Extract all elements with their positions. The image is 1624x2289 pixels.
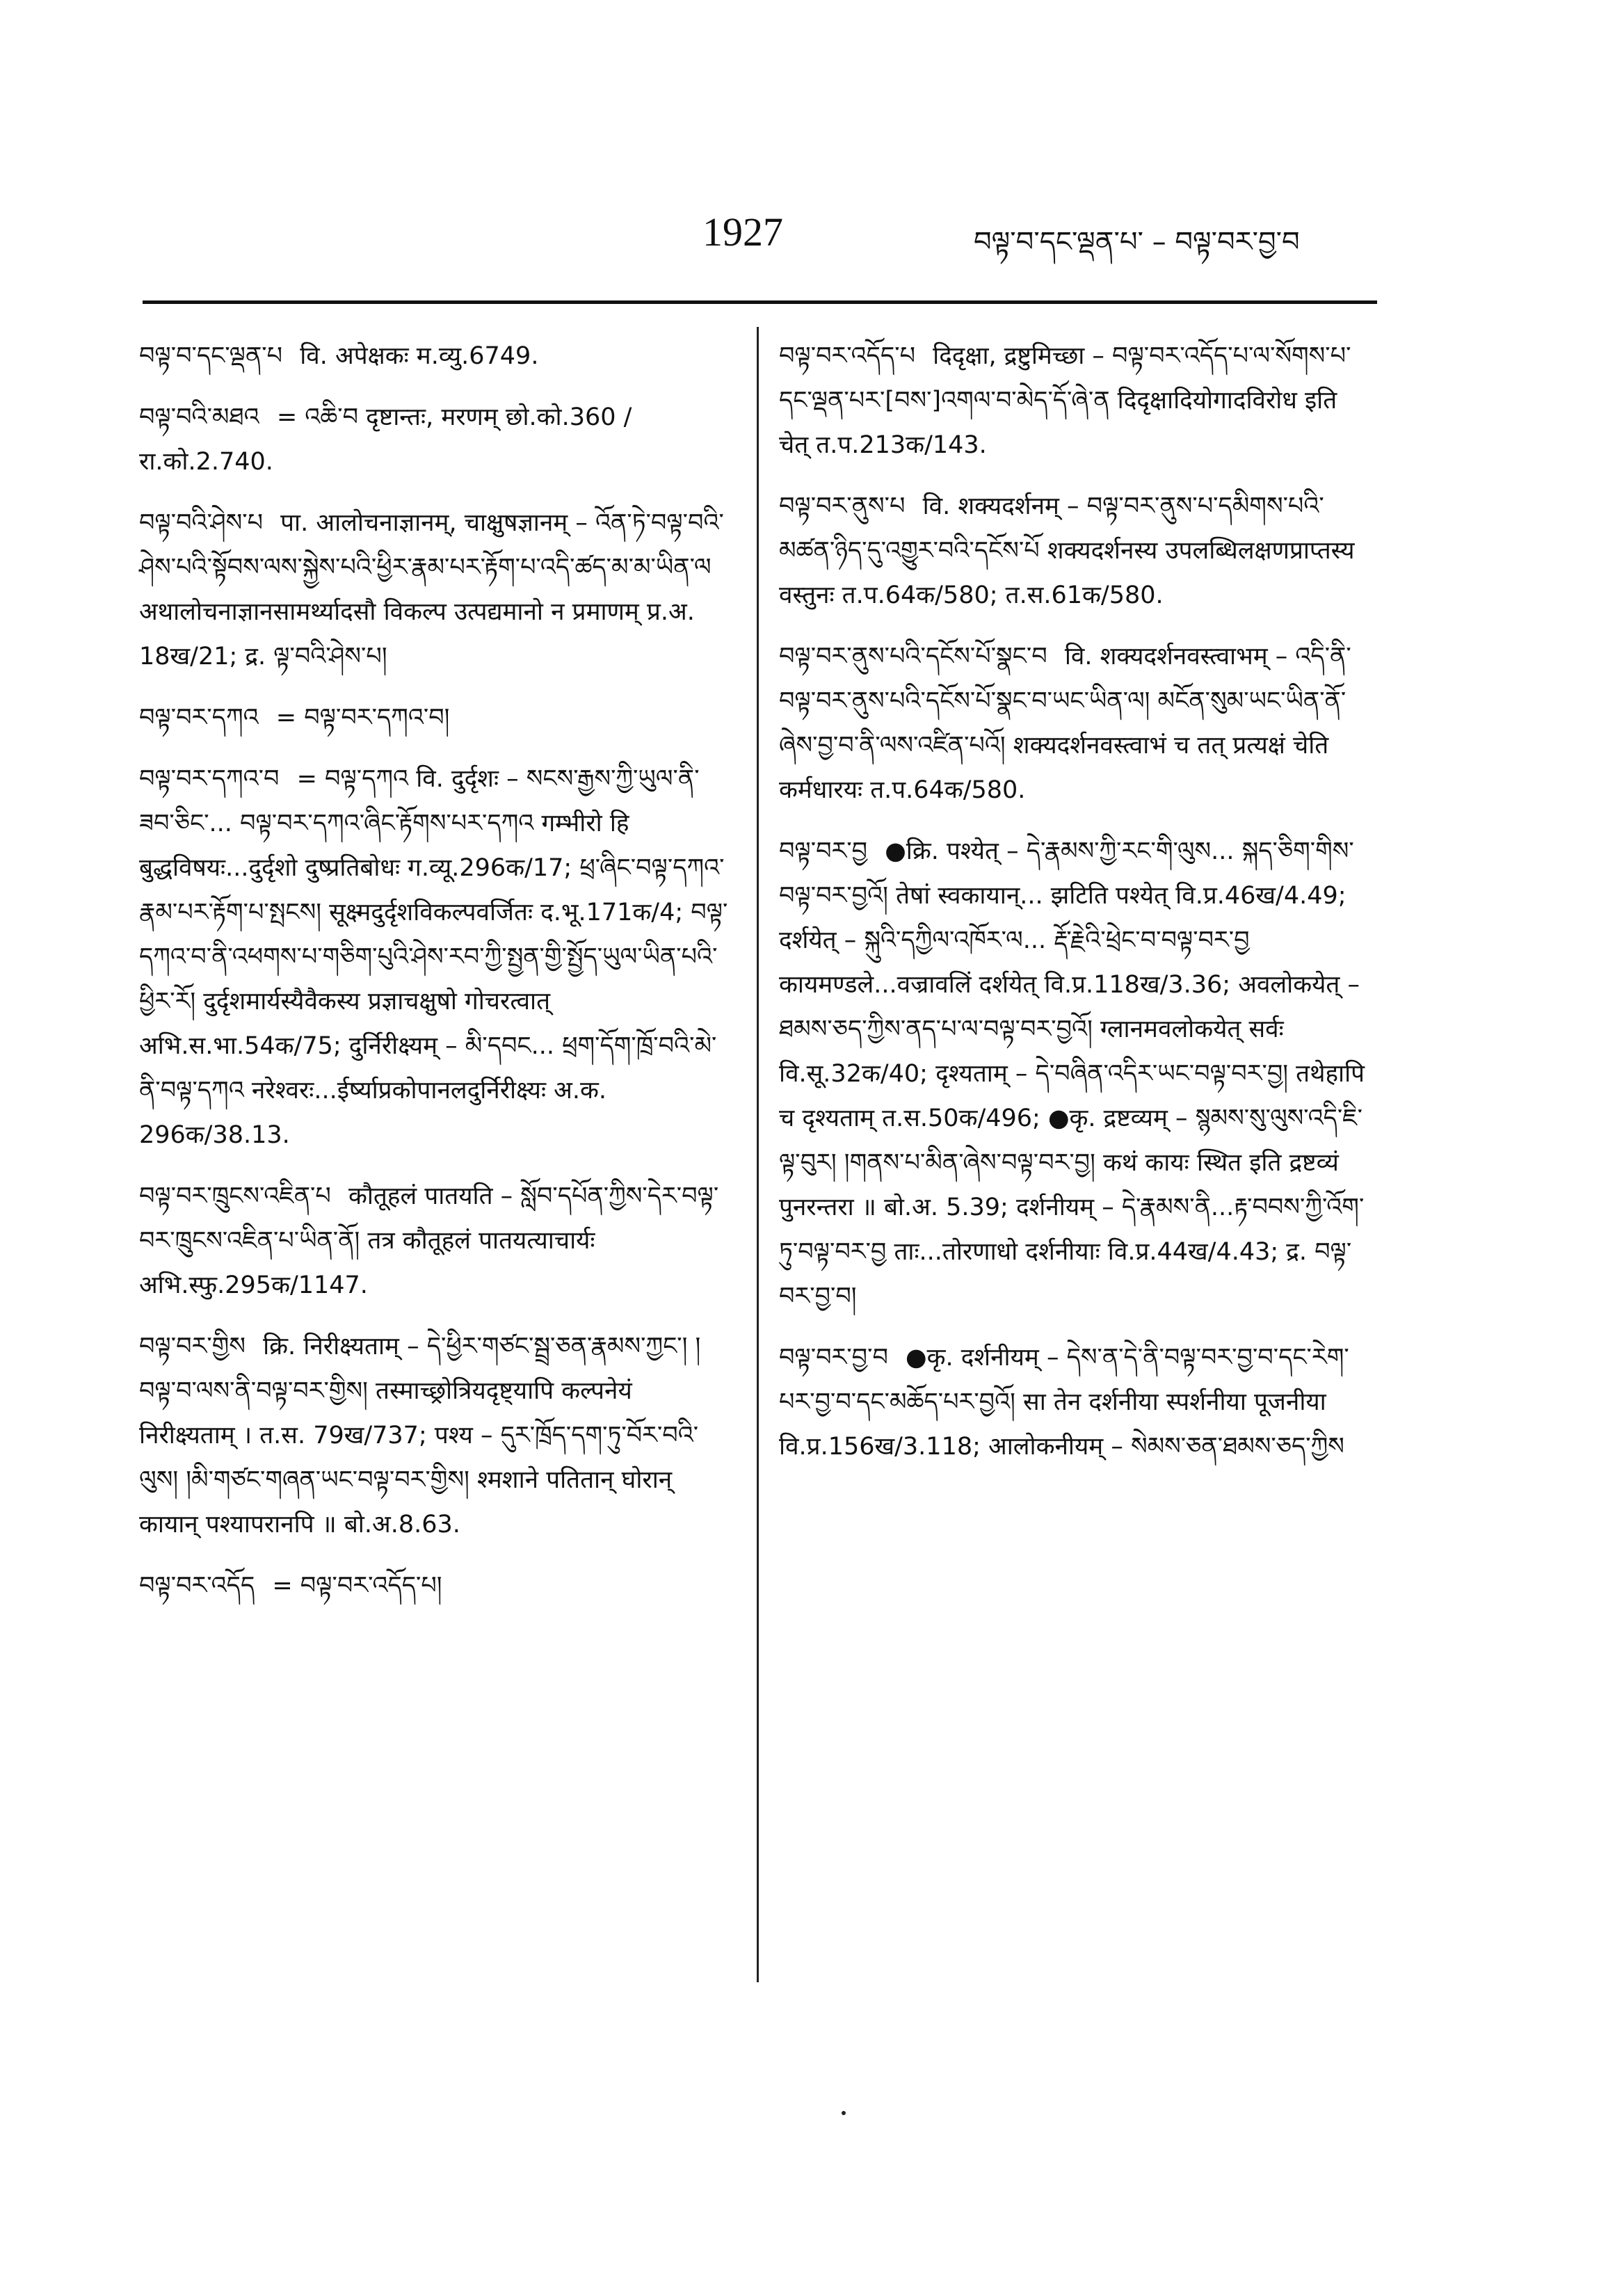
column-divider	[757, 327, 759, 1982]
dictionary-entry	[779, 1335, 1374, 1469]
entry-text: क्रि. निरीक्ष्यताम् – དེ་ཕྱིར་གཙང་སྦྲ་ཅན་རྣམས་ཀྱང་། །བལྟ་བ་ལས་ནི་བལྟ་བར་གྱིས། तस्माच्छ्रोत्रियदृष्ट्यापि कल्पनेयं निरीक्ष्यताम् । त.स. 79ख/737; पश्य – དུར་ཁྲོད་དག་ཏུ་བོར་བའི་ལུས། །མི་གཙང་གཞན་ཡང་བལྟ་བར་གྱིས། श्मशाने पतितान् घोरान् कायान् पश्यापरानपि ॥ बो.अ.8.63.	[139, 1333, 701, 1539]
entry-headword: བལྟ་བར་དཀའ	[139, 704, 259, 732]
entry-headword: བལྟ་བར་དཀའ་བ	[139, 765, 280, 793]
entry-headword: བལྟ་བ་དང་ལྡན་པ	[139, 342, 283, 370]
entry-text: कौतूहलं पातयति – སློབ་དཔོན་ཀྱིས་དེར་བལྟ་བར་ཁྲུངས་འཇིན་པ་ཡིན་ནོ། तत्र कौतूहलं पातयत्याचार्यः अभि.स्फु.295क/1147.	[139, 1182, 719, 1299]
dictionary-entry	[779, 829, 1374, 1319]
entry-text: ●कृ. दर्शनीयम् – དེས་ན་དེ་ནི་བལྟ་བར་བྱ་བ་དང་རེག་པར་བྱ་བ་དང་མཆོད་པར་བྱའོ། सा तेन दर्शनीया स्पर्शनीया पूजनीया वि.प्र.156ख/3.118; आलोकनीयम् – སེམས་ཅན་ཐམས་ཅད་ཀྱིས	[779, 1344, 1349, 1461]
entry-headword: བལྟ་བར་བྱ	[779, 837, 868, 865]
running-head: བལྟ་བ་དང་ལྡན་པ་ – བལྟ་བར་བྱ་བ	[974, 226, 1300, 258]
entry-text: वि. शक्यदर्शनम् – བལྟ་བར་ནུས་པ་དམིགས་པའི་མཚན་ཉིད་དུ་འགྱུར་བའི་དངོས་པོ शक्यदर्शनस्य उपलब्धिलक्षणप्राप्तस्य वस्तुनः त.प.64क/580; त.स.61क/580.	[779, 492, 1355, 609]
entry-text: दिदृक्षा, द्रष्टुमिच्छा – བལྟ་བར་འདོད་པ་ལ་སོགས་པ་དང་ལྡན་པར་[བས་]འགལ་བ་མེད་དོ་ཞེ་ན दिदृक्षादियोगादविरोध इति चेत् त.प.213क/143.	[779, 342, 1351, 459]
entry-text: पा. आलोचनाज्ञानम्, चाक्षुषज्ञानम् – འོན་ཏེ་བལྟ་བའི་ཤེས་པའི་སྟོབས་ལས་སྐྱེས་པའི་ཕྱིར་རྣམ་པར་རྟོག་པ་འདི་ཚད་མ་མ་ཡིན་ལ अथालोचनाज्ञानसामर्थ्यादसौ विकल्प उत्पद्यमानो न प्रमाणम् प्र.अ. 18ख/21; द्र. ལྟ་བའི་ཤེས་པ།	[139, 509, 724, 670]
dictionary-entry	[779, 334, 1374, 467]
dictionary-entry	[139, 757, 734, 1157]
dictionary-entry	[779, 634, 1374, 812]
dictionary-entry	[139, 696, 734, 740]
header-rule	[143, 300, 1377, 304]
entry-text: = བལྟ་བར་འདོད་པ།	[272, 1572, 442, 1600]
left-column	[139, 334, 734, 1625]
entry-headword: བལྟ་བར་བྱ་བ	[779, 1344, 888, 1372]
entry-headword: བལྟ་བར་གྱིས	[139, 1333, 246, 1360]
entry-text: ●क्रि. पश्येत् – དེ་རྣམས་ཀྱི་རང་གི་ལུས... སྐད་ཅིག་གིས་བལྟ་བར་བྱའོ། तेषां स्वकायान्... झटिति पश्येत् वि.प्र.46ख/4.49; दर्शयेत् – སྐུའི་དཀྱིལ་འཁོར་ལ... རྡོ་རྗེའི་ཕྲེང་བ་བལྟ་བར་བྱ कायमण्डले...वज्रावलिं दर्शयेत् वि.प्र.118ख/3.36; अवलोकयेत् – ཐམས་ཅད་ཀྱིས་ནད་པ་ལ་བལྟ་བར་བྱའོ། ग्लानमवलोकयेत् सर्वः वि.सू.32क/40; दृश्यताम् – དེ་བཞིན་འདིར་ཡང་བལྟ་བར་བྱ། तथेहापि च दृश्यताम् त.स.50क/496; ●कृ. द्रष्टव्यम् – སྙམས་སུ་ལུས་འདི་ཇི་ལྟ་བུར། །གནས་པ་མིན་ཞེས་བལྟ་བར་བྱ། कथं कायः स्थित इति द्रष्टव्यं पुनरन्तरा ॥ बो.अ. 5.39; दर्शनीयम् – དེ་རྣམས་ནི...རྟ་བབས་ཀྱི་འོག་ཏུ་བལྟ་བར་བྱ ताः...तोरणाधो दर्शनीयाः वि.प्र.44ख/4.43; द्र. བལྟ་བར་བྱ་བ།	[779, 837, 1365, 1310]
dictionary-entry	[139, 1564, 734, 1608]
entry-headword: བལྟ་བའི་ཤེས་པ	[139, 509, 264, 537]
dictionary-entry	[139, 1324, 734, 1547]
dictionary-entry	[139, 1174, 734, 1308]
entry-headword: བལྟ་བར་ནུས་པ	[779, 492, 906, 520]
right-column	[779, 334, 1374, 1486]
entry-text: वि. अपेक्षकः म.व्यु.6749.	[300, 342, 539, 370]
entry-text: वि. शक्यदर्शनवस्त्वाभम् – འདི་ནི་བལྟ་བར་ནུས་པའི་དངོས་པོ་སྣང་བ་ཡང་ཡིན་ལ། མངོན་སུམ་ཡང་ཡིན་ནོ་ཞེས་བྱ་བ་ནི་ལས་འཛིན་པའོ། शक्यदर्शनवस्त्वाभं च तत् प्रत्यक्षं चेति कर्मधारयः त.प.64क/580.	[779, 643, 1351, 804]
dictionary-entry	[139, 395, 734, 484]
dictionary-entry	[139, 334, 734, 378]
entry-headword: བལྟ་བའི་མཐའ	[139, 403, 259, 431]
entry-headword: བལྟ་བར་འདོད	[139, 1572, 255, 1600]
entry-text: = བལྟ་དཀའ वि. दुर्दृशः – སངས་རྒྱས་ཀྱི་ཡུལ་ནི་ཟབ་ཅིང་... བལྟ་བར་དཀའ་ཞིང་རྟོགས་པར་དཀའ गम्भीरो हि बुद्धविषयः...दुर्दृशो दुष्प्रतिबोधः ग.व्यू.296क/17; ཕྲ་ཞིང་བལྟ་དཀའ་རྣམ་པར་རྟོག་པ་སྤངས། सूक्ष्मदुर्दृशविकल्पवर्जितः द.भू.171क/4; བལྟ་དཀའ་བ་ནི་འཕགས་པ་གཅིག་པུའི་ཤེས་རབ་ཀྱི་སྤྱན་གྱི་སྤྱོད་ཡུལ་ཡིན་པའི་ཕྱིར་རོ། दुर्दृशमार्यस्यैवैकस्य प्रज्ञाचक्षुषो गोचरत्वात् अभि.स.भा.54क/75; दुर्निरीक्ष्यम् – མི་དབང... ཕྲག་དོག་ཁྲོ་བའི་མེ་ནི་བལྟ་དཀའ नरेश्वरः...ईर्ष्याप्रकोपानलदुर्निरीक्ष्यः अ.क. 296क/38.13.	[139, 765, 728, 1149]
dictionary-entry	[779, 484, 1374, 618]
page-number: 1927	[702, 209, 783, 255]
footer-mark	[842, 2111, 846, 2115]
entry-headword: བལྟ་བར་ཁྲུངས་འཇིན་པ	[139, 1182, 331, 1210]
dictionary-entry	[139, 501, 734, 679]
entry-text: = བལྟ་བར་དཀའ་བ།	[275, 704, 450, 732]
entry-headword: བལྟ་བར་ནུས་པའི་དངོས་པོ་སྣང་བ	[779, 643, 1047, 670]
entry-text: = འཆི་བ दृष्टान्तः, मरणम् छो.को.360 /रा.को.2.740.	[139, 403, 632, 476]
entry-headword: བལྟ་བར་འདོད་པ	[779, 342, 916, 370]
